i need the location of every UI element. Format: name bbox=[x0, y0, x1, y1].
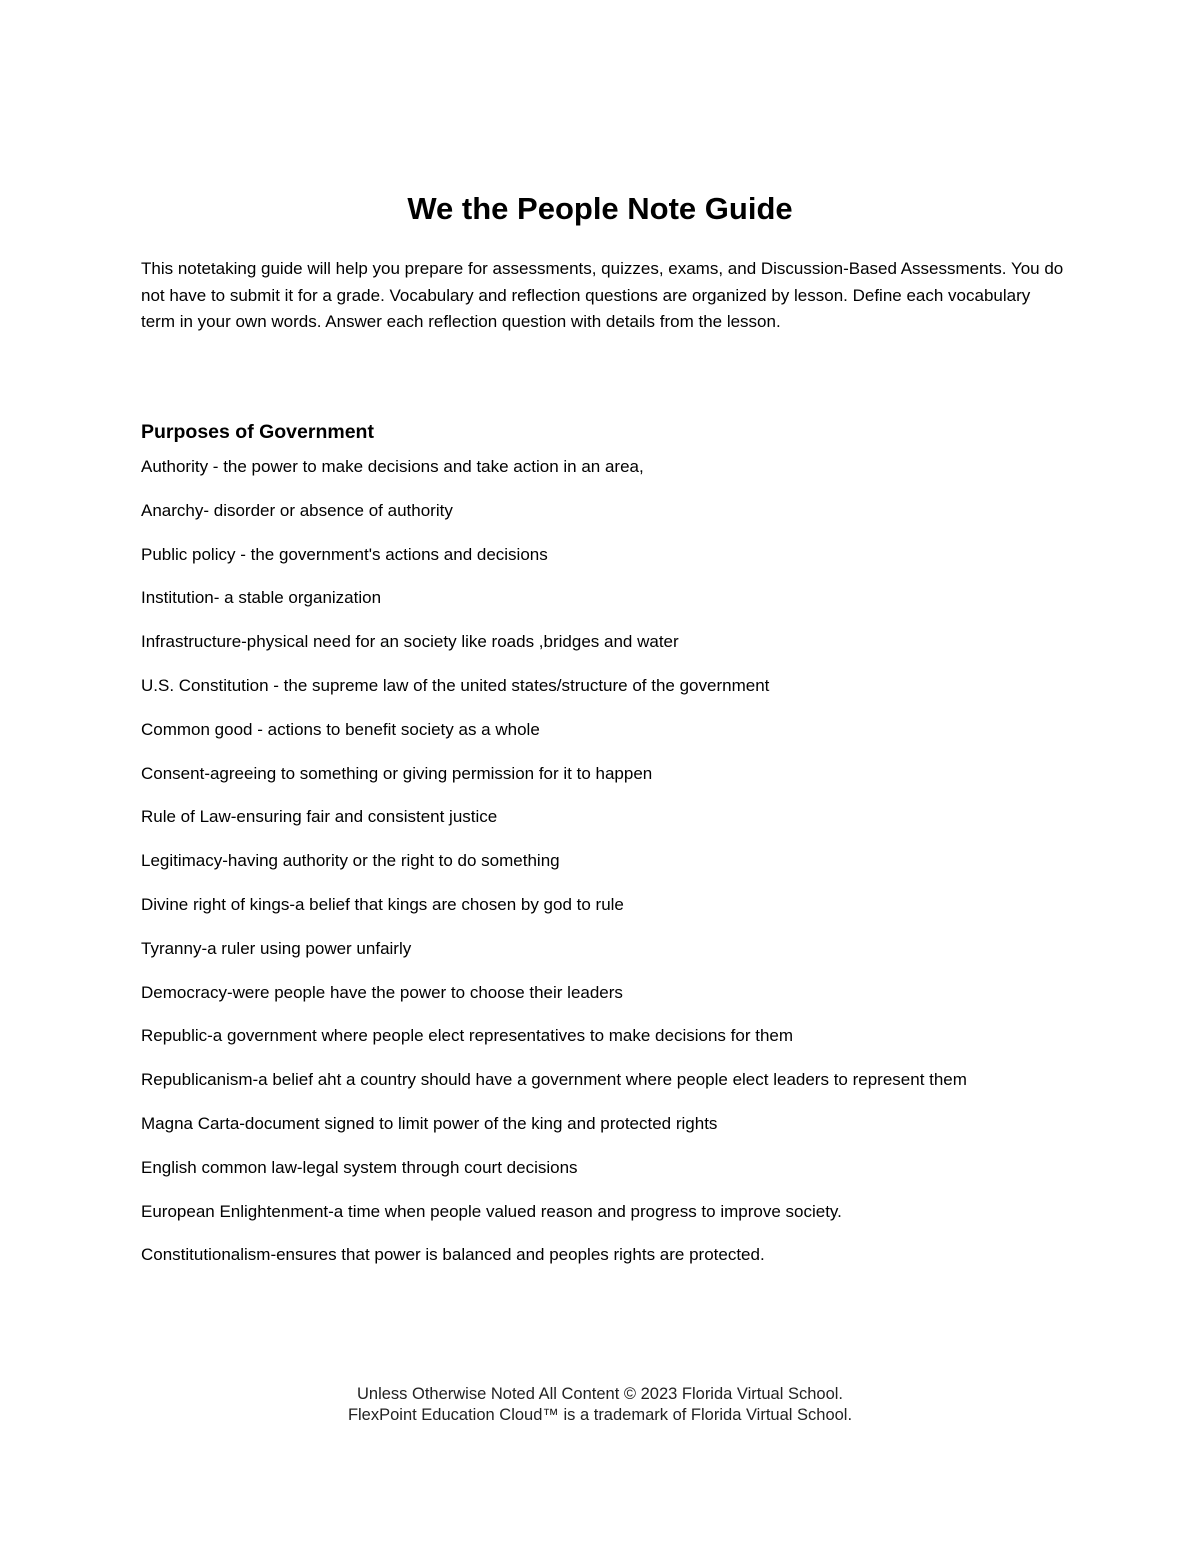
footer-copyright-line: Unless Otherwise Noted All Content © 2023 Florida Virtual School. bbox=[356, 1385, 844, 1403]
footer-trademark-line: FlexPoint Education Cloud™ is a trademark of Florida Virtual School. bbox=[347, 1406, 853, 1424]
vocabulary-term: Institution- a stable organization bbox=[141, 588, 382, 608]
vocabulary-term: European Enlightenment-a time when people valued reason and progress to improve society. bbox=[141, 1201, 842, 1221]
vocabulary-term: Divine right of kings-a belief that kings are chosen by god to rule bbox=[141, 894, 624, 914]
vocabulary-term: Legitimacy-having authority or the right to do something bbox=[141, 851, 560, 871]
vocabulary-term: Tyranny-a ruler using power unfairly bbox=[141, 938, 412, 958]
vocabulary-term: Democracy-were people have the power to choose their leaders bbox=[141, 982, 623, 1002]
vocabulary-term: Magna Carta-document signed to limit power of the king and protected rights bbox=[141, 1113, 718, 1133]
vocabulary-term: Common good - actions to benefit society as a whole bbox=[141, 719, 540, 739]
vocabulary-term: Anarchy- disorder or absence of authority bbox=[141, 500, 453, 520]
vocabulary-term: Public policy - the government's actions and decisions bbox=[141, 544, 548, 564]
page-title: We the People Note Guide bbox=[407, 190, 793, 226]
vocabulary-term: Infrastructure-physical need for an society like roads ,bridges and water bbox=[141, 632, 679, 652]
vocabulary-term: U.S. Constitution - the supreme law of the united states/structure of the government bbox=[141, 675, 770, 695]
vocabulary-term: Consent-agreeing to something or giving permission for it to happen bbox=[141, 763, 653, 783]
vocabulary-term: English common law-legal system through court decisions bbox=[141, 1157, 578, 1177]
section-heading: Purposes of Government bbox=[141, 421, 374, 443]
vocabulary-term: Republic-a government where people elect representatives to make decisions for them bbox=[141, 1026, 794, 1046]
vocabulary-term: Republicanism-a belief aht a country should have a government where people elect leaders to represent them bbox=[141, 1070, 967, 1090]
intro-paragraph: This notetaking guide will help you prepare for assessments, quizzes, exams, and Discussion-Based Assessments. You do not have to submit it for a grade. Vocabulary and reflection questions are organized by lesson. Define each vocabulary term in your own words. Answer each reflection question with details from the lesson. bbox=[141, 259, 1064, 332]
vocabulary-term: Rule of Law-ensuring fair and consistent justice bbox=[141, 807, 498, 827]
copyright-footer bbox=[0, 1384, 1200, 1426]
vocabulary-term: Constitutionalism-ensures that power is balanced and peoples rights are protected. bbox=[141, 1245, 765, 1265]
vocabulary-list bbox=[141, 453, 1066, 1285]
vocabulary-term: Authority - the power to make decisions and take action in an area, bbox=[141, 457, 644, 476]
